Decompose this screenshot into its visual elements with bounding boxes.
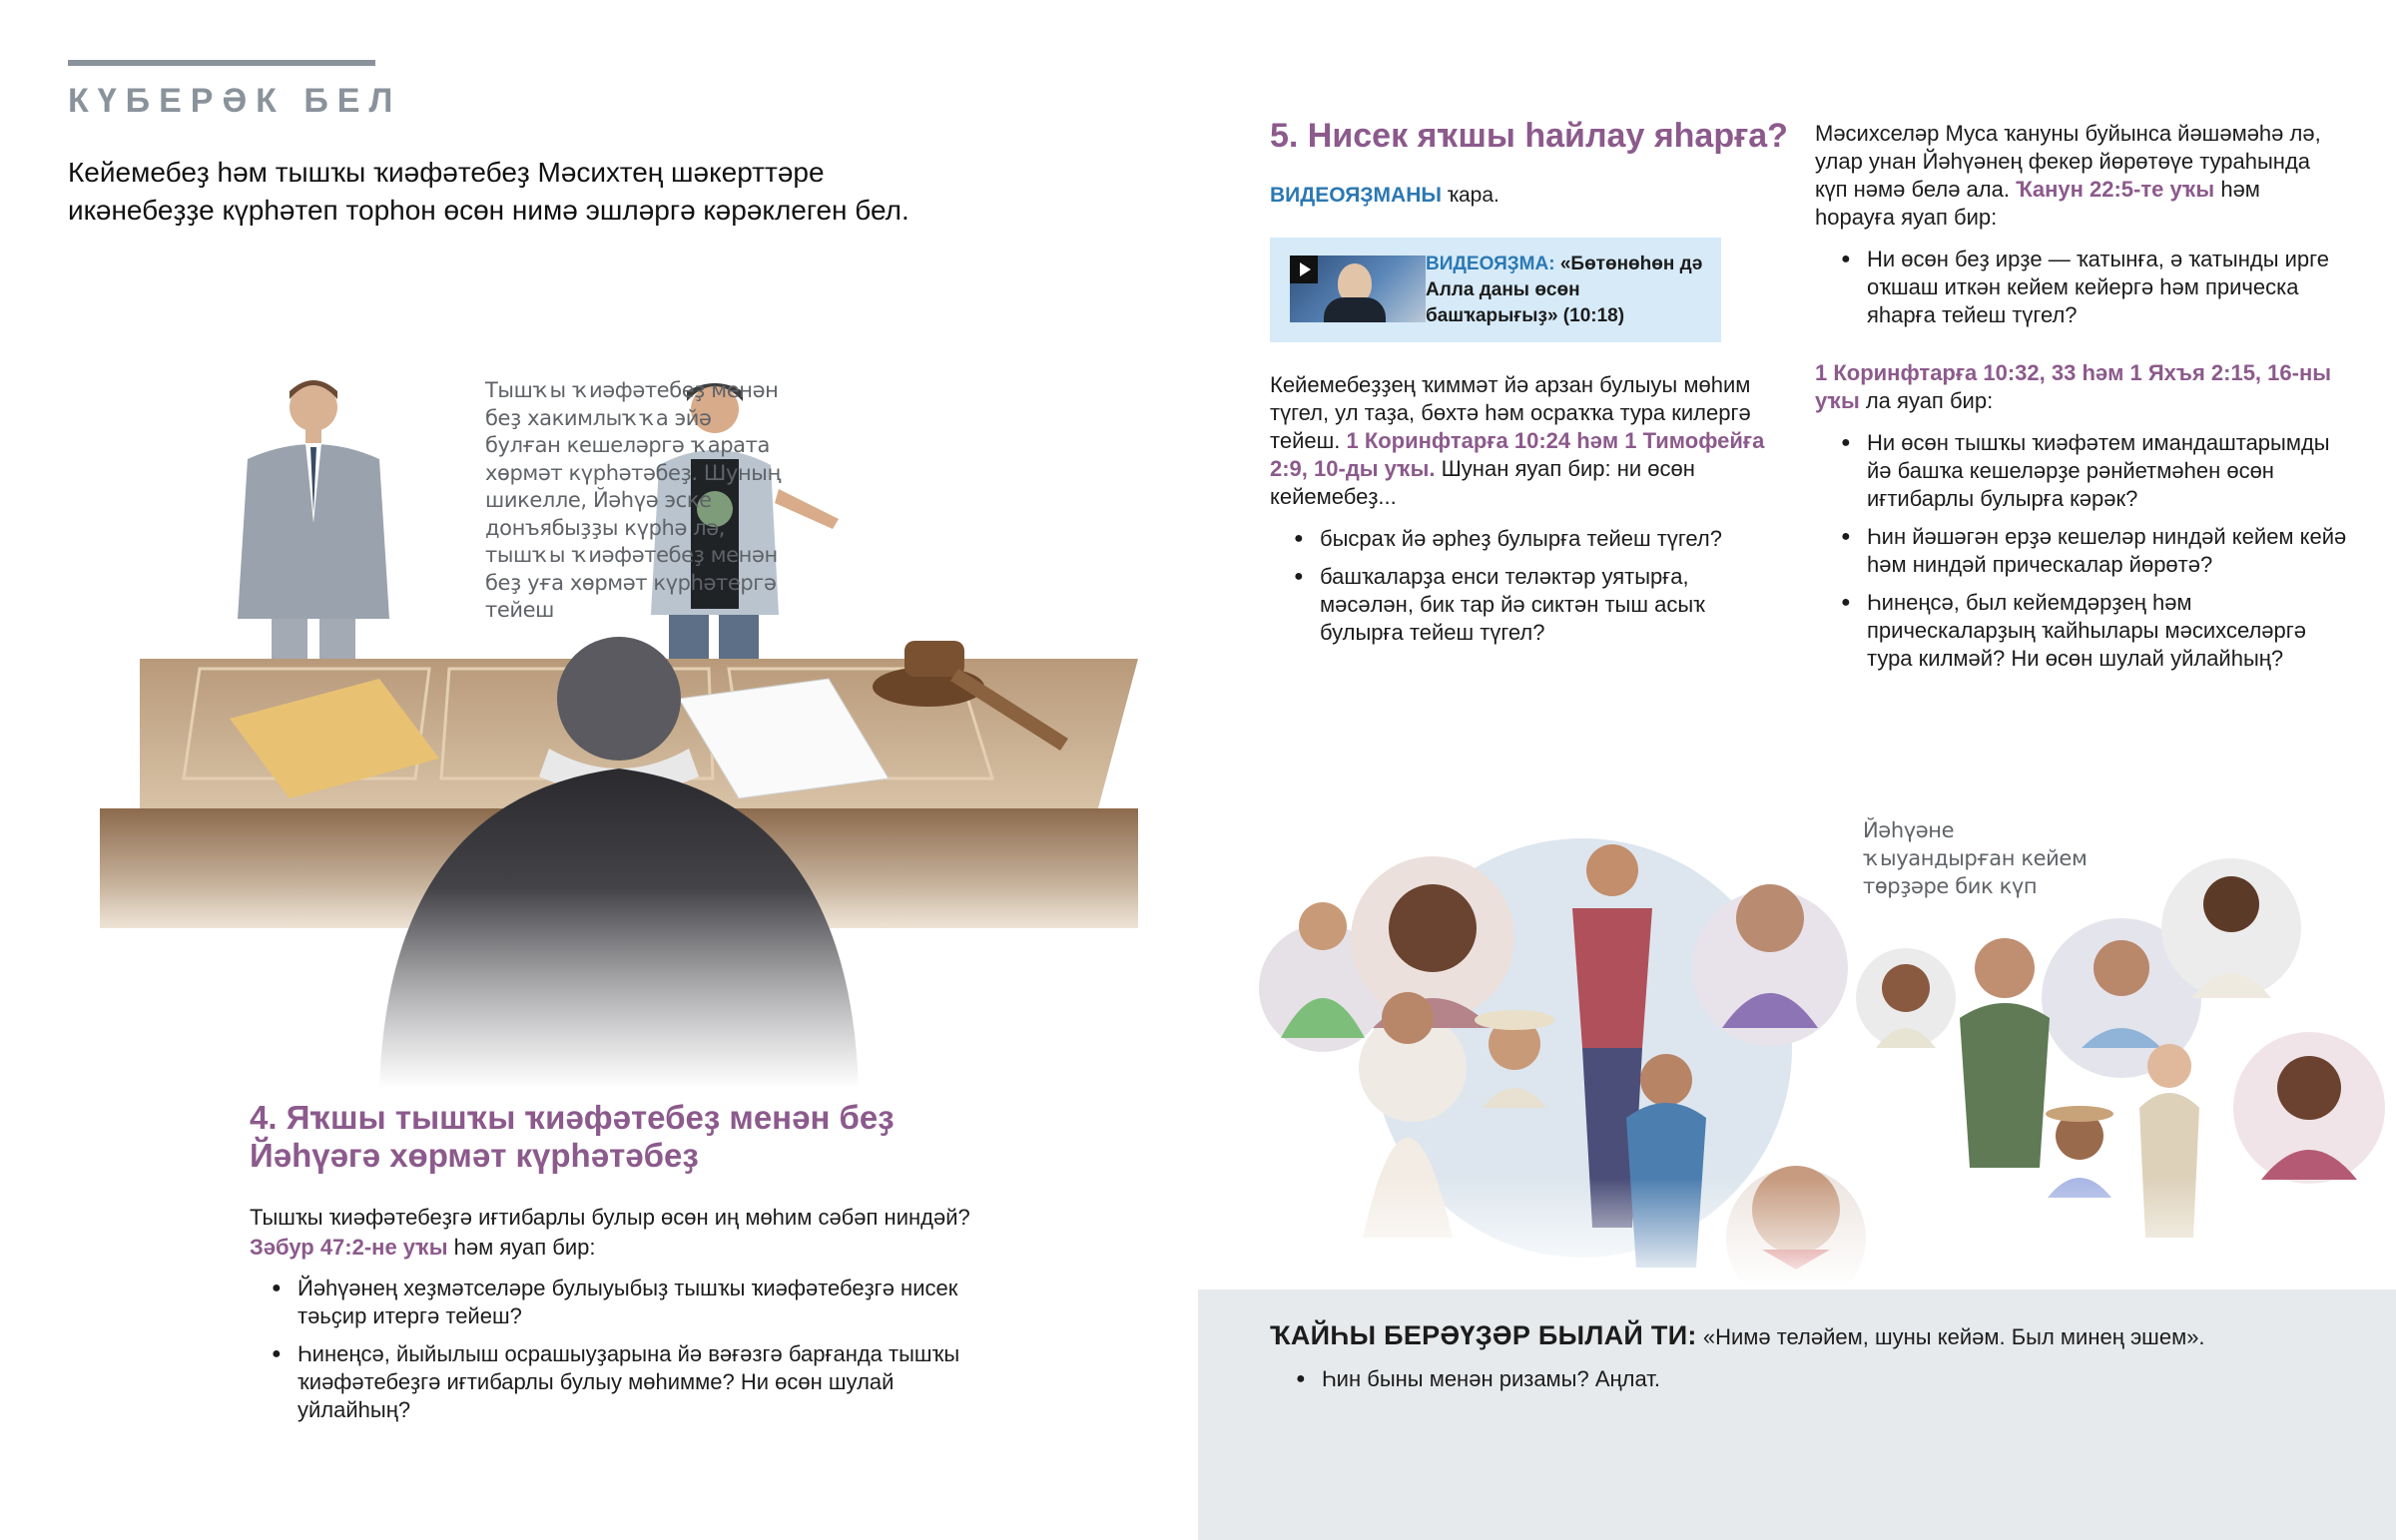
people-illustration: [1223, 818, 2396, 1287]
column-3-questions-list-1: [1841, 246, 2340, 339]
opinion-lead: ҠАЙҺЫ БЕРӘҮҘӘР БЫЛАЙ ТИ:: [1270, 1320, 1697, 1350]
opinion-statement: [1270, 1319, 2368, 1353]
section-5-body-text: Кейемебеҙҙең ҡиммәт йә арзан булыуы мөһим түгел, ул таҙа, бөхтә һәм осраҡҡа тура килергә тейеш.: [1270, 372, 1751, 453]
section-5-body-tail: Шунан яуап бир: ни өсөн кейемебеҙ...: [1270, 456, 1695, 509]
scripture-reference-link[interactable]: Ҡанун 22:5-те уҡы: [2016, 177, 2215, 202]
list-item: ● Ни өсөн тышҡы ҡиәфәтем имандаштарымды йә башҡа кешеләрҙе рәнйетмәһен өсөн иғтибарлы булырға кәрәк?: [1841, 429, 2350, 513]
list-item: ● Йәһүәнең хеҙмәтселәре булыуыбыҙ тышҡы ҡиәфәтебеҙгә нисек тәьҫир итергә тейеш?: [272, 1275, 990, 1330]
dig-deeper-rule: [68, 60, 375, 66]
woman-green-sweater: [1960, 938, 2050, 1168]
list-item: ● Һин йәшәгән ерҙә кешеләр ниндәй кейем кейә һәм ниндәй прическалар йөрөтә?: [1841, 523, 2350, 579]
section-4-question-text: Тышҡы ҡиәфәтебеҙгә иғтибарлы булыр өсөн иң мөһим сәбәп ниндәй?: [250, 1205, 970, 1230]
scripture-reference-link[interactable]: 1 Коринфтарға 10:32, 33 һәм 1 Яхъя 2:15, 16-ны уҡы: [1815, 360, 2332, 413]
list-item: ● Ни өсөн беҙ ирҙе — ҡатынға, ә ҡатынды ирге оҡшаш иткән кейем кейергә һәм прическа яһарға тейеш түгел?: [1841, 246, 2340, 329]
column-3-body: [1815, 120, 2344, 232]
video-card[interactable]: [1270, 238, 1721, 342]
video-label: ВИДЕОЯҘМА:: [1426, 254, 1555, 274]
list-item: ● башҡаларҙа енси теләктәр уятырға, мәсәлән, бик тар йә сиктән тыш асыҡ булырға тейеш түгел?: [1294, 563, 1773, 647]
section-4-question-tail: һәм яуап бир:: [447, 1235, 596, 1260]
section-4-question: [250, 1203, 1008, 1263]
some-people-say-box: [1198, 1289, 2396, 1540]
section-5-title: 5. Нисек яҡшы һайлау яһарға?: [1270, 117, 1788, 155]
scripture-reference-link[interactable]: Зәбур 47:2-не уҡы: [250, 1235, 448, 1260]
section-5-questions-list: [1294, 525, 1773, 657]
section-4-questions-list: [272, 1275, 990, 1434]
list-item: ● Һинеңсә, йыйылыш осрашыуҙарына йә вәғәзгә барғанда тышҡы ҡиәфәтебеҙгә иғтибарлы булыу мөһимме? Ни өсөн шулай уйлайһың?: [272, 1340, 990, 1424]
list-item: ● бысраҡ йә әрһеҙ булырға тейеш түгел?: [1294, 525, 1773, 553]
play-icon[interactable]: [1290, 256, 1318, 283]
column-3-questions-list-2: [1841, 429, 2350, 683]
intro-text: Кейемебеҙ һәм тышҡы ҡиәфәтебеҙ Мәсихтең шәкерттәре икәнебеҙҙе күрһәтеп торһон өсөн нимә эшләргә кәрәклеген бел.: [68, 157, 909, 226]
people-illustration-caption: Йәһүәне ҡыуандырған кейем төрҙәре бик күп: [1863, 818, 2088, 898]
illustration-caption: Тышҡы ҡиәфәтебеҙ менән беҙ хакимлыҡҡа эйә булған кешеләргә ҡарата хөрмәт күрһәтәбеҙ. Шуның шикелле, Йәһүә эске донъябыҙҙы күрһә лә, тышҡы ҡиәфәтебеҙ менән беҙ уға хөрмәт күрһәтергә тейеш: [485, 378, 781, 622]
list-item: ● Һин быны менән ризамы? Аңлат.: [1296, 1365, 2294, 1393]
watch-video-instruction: [1270, 184, 1499, 208]
list-item: ● Һинеңсә, был кейемдәрҙең һәм прическаларҙың ҡайһылары мәсихселәргә тура килмәй? Ни өсөн шулай уйлайһың?: [1841, 589, 2350, 673]
video-link-tail: ҡара.: [1441, 184, 1499, 207]
dig-deeper-heading: КҮБЕРӘК БЕЛ: [68, 82, 402, 120]
column-3-body-tail: һәм һорауға яуап бир:: [1815, 177, 2260, 230]
column-3-reference-2: [1815, 359, 2334, 415]
video-thumbnail[interactable]: [1290, 256, 1426, 322]
video-title-text: «Бөтөнөһөн дә Алла даны өсөн башҡарығыҙ» (10:18): [1426, 254, 1703, 326]
scripture-reference-link[interactable]: 1 Коринфтарға 10:24 һәм 1 Тимофейға 2:9, 10-ды уҡы.: [1270, 428, 1765, 481]
section-4-title: 4. Яҡшы тышҡы ҡиәфәтебеҙ менән беҙ Йәһүәгә хөрмәт күрһәтәбеҙ: [250, 1099, 895, 1174]
section-5-body: [1270, 371, 1769, 511]
video-title: [1426, 252, 1709, 329]
column-3-body-text: Мәсихселәр Муса ҡануны буйынса йәшәмәһә лә, улар унан Йәһүәнең фекер йөрөтөүе тураһында күп нәмә белә ала.: [1815, 121, 2321, 202]
opinion-questions-list: [1296, 1365, 2294, 1403]
video-link[interactable]: ВИДЕОЯҘМАНЫ: [1270, 184, 1442, 207]
opinion-quote: «Нимә теләйем, шуны кейәм. Был минең эшем».: [1696, 1324, 2205, 1349]
column-3-reference-2-tail: ла яуап бир:: [1859, 388, 1994, 413]
